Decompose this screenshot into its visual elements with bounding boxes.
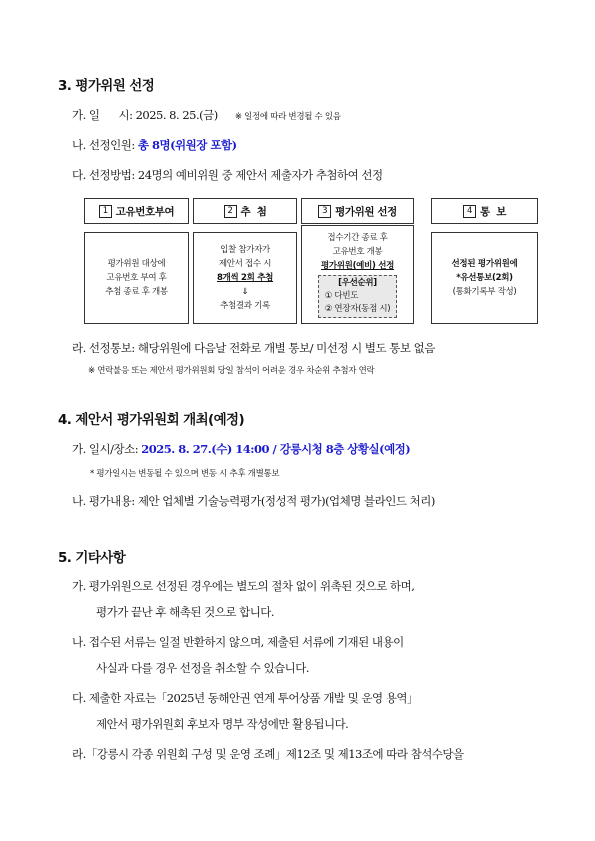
step-3-body [301,225,414,324]
section-5-title: 5. 기타사항 [58,550,126,566]
step-number-4: 4 [463,205,476,218]
meeting-note: * 평가일시는 변동될 수 있으며 변동 시 추후 개별통보 [90,469,280,479]
misc-item-1-line-2: 평가가 끝난 후 해촉된 것으로 합니다. [96,605,275,619]
step-4-line: *유선통보(2회) [456,273,513,283]
step-1-line: 평가위원 대상에 [107,259,166,269]
step-2-body [193,232,297,324]
step-1-header [84,198,189,224]
member-count-value: 총 8명(위원장 포함) [137,138,237,152]
step-3-line: 접수기간 종료 후 [327,233,388,243]
step-2-line: 입찰 참가자가 [220,245,270,255]
step-2-line: 제안서 접수 시 [218,259,272,269]
step-3-line: 고유번호 개봉 [332,247,383,257]
meeting-label: 가. 일시/장소: [72,442,142,456]
evaluation-content: 나. 평가내용: 제안 업체별 기술능력평가(정성적 평가)(업체명 블라인드 처리) [72,494,435,508]
schedule-label: 가. 일 시: [72,108,136,122]
step-3-selection: 평가위원(예비) 선정 [320,261,395,271]
step-4-record: (통화기록부 작성) [452,287,517,297]
step-4-title: 통 보 [480,205,506,218]
step-1-line: 고유번호 부여 후 [106,273,167,283]
step-3-title: 평가위원 선정 [335,205,397,218]
down-arrow-icon: ⇓ [241,287,249,297]
notification-line: 라. 선정통보: 해당위원에 다음날 전화로 개별 통보/ 미선정 시 별도 통보 없음 [72,341,435,355]
priority-item: ① 다빈도 [324,291,359,301]
section-4-title: 4. 제안서 평가위원회 개최(예정) [58,412,245,428]
selection-method: 다. 선정방법: 24명의 예비위원 중 제안서 제출자가 추첨하여 선정 [72,168,383,182]
priority-item: ② 연장자(동점 시) [324,304,391,314]
misc-item-3-line-2: 제안서 평가위원회 후보자 명부 작성에만 활용됩니다. [96,717,349,731]
meeting-value: 2025. 8. 27.(수) 14:00 / 강릉시청 8층 상황실(예정) [141,442,411,456]
member-count-line [72,137,237,153]
step-2-result: 추첨결과 기록 [220,301,270,311]
schedule-line [72,107,341,123]
step-1-line: 추첨 종료 후 개봉 [105,287,168,297]
step-4-line: 선정된 평가위원에 [451,259,518,269]
step-2-title: 추 첨 [240,205,267,218]
step-2-draw-count: 8개씩 2회 추첨 [216,273,274,283]
step-1-title: 고유번호부여 [115,205,175,218]
member-count-label: 나. 선정인원: [72,138,138,152]
schedule-note: ※ 일정에 따라 변경될 수 있음 [234,112,341,122]
step-3-header [301,198,414,224]
step-number-2: 2 [224,205,237,218]
section-3-title: 3. 평가위원 선정 [58,78,155,94]
step-2-header [193,198,297,224]
notification-note: ※ 연락불응 또는 제안서 평가위원회 당일 참석이 어려운 경우 차순위 추첨자 연락 [88,366,375,376]
misc-item-3-line-1: 다. 제출한 자료는「2025년 동해안권 연계 투어상품 개발 및 운영 용역」 [72,691,419,705]
step-4-header [431,198,538,224]
priority-title: [우선순위] [338,278,377,288]
step-1-body [84,232,189,324]
step-number-3: 3 [318,205,331,218]
misc-item-2-line-1: 나. 접수된 서류는 일절 반환하지 않으며, 제출된 서류에 기재된 내용이 [72,635,404,649]
schedule-date: 2025. 8. 25.(금) [135,108,218,122]
step-4-body [431,232,538,324]
misc-item-2-line-2: 사실과 다를 경우 선정을 취소할 수 있습니다. [96,661,310,675]
misc-item-4-line-1: 라.「강릉시 각종 위원회 구성 및 운영 조례」제12조 및 제13조에 따라 참석수당을 [72,747,464,761]
misc-item-1-line-1: 가. 평가위원으로 선정된 경우에는 별도의 절차 없이 위촉된 것으로 하며, [72,579,415,593]
meeting-line [72,441,410,457]
step-number-1: 1 [99,205,112,218]
priority-box [318,275,398,318]
